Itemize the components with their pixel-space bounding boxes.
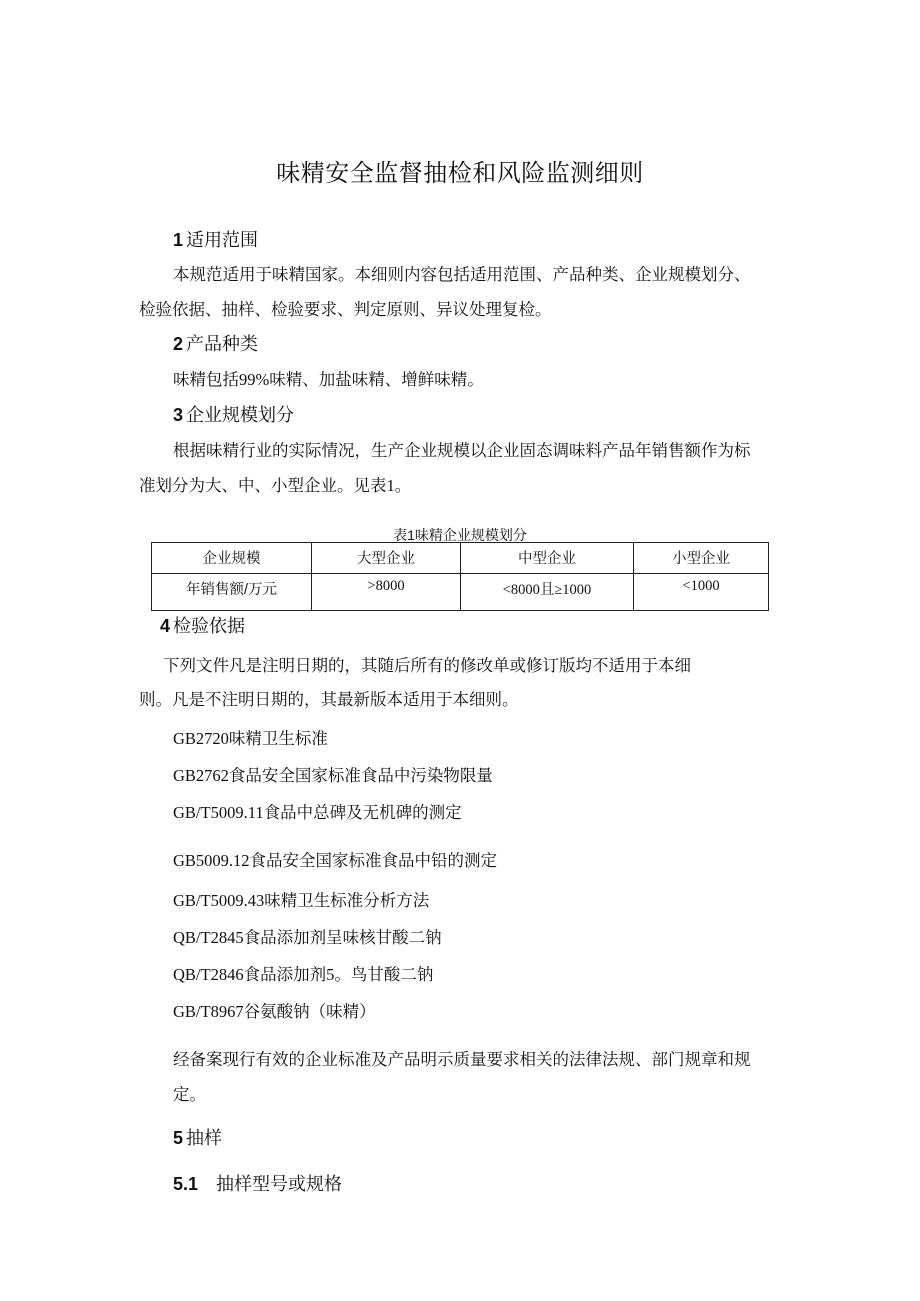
standard-item: GB2720味精卫生标准 xyxy=(173,729,328,748)
section-2-paragraph: 味精包括99%味精、加盐味精、增鲜味精。 xyxy=(173,370,484,389)
section-4-title: 检验依据 xyxy=(173,616,246,636)
section-5-number: 5 xyxy=(173,1128,184,1148)
enterprise-scale-table xyxy=(151,542,769,611)
section-2-heading xyxy=(173,330,258,356)
table-cell: <8000且≥1000 xyxy=(461,574,634,611)
table-header-cell: 大型企业 xyxy=(312,543,461,574)
section-3-number: 3 xyxy=(173,405,184,425)
section-1-number: 1 xyxy=(173,230,184,250)
standard-item: QB/T2846食品添加剂5。鸟甘酸二钠 xyxy=(173,965,434,984)
standard-item: GB5009.12食品安全国家标准食品中铅的测定 xyxy=(173,851,498,870)
section-4-paragraph-line-2: 则。凡是不注明日期的，其最新版本适用于本细则。 xyxy=(139,690,519,709)
section-3-title: 企业规模划分 xyxy=(186,405,295,425)
section-5-heading xyxy=(173,1124,222,1150)
standard-item: GB2762食品安全国家标准食品中污染物限量 xyxy=(173,766,493,785)
section-5-1-number: 5.1 xyxy=(173,1174,199,1194)
section-4-paragraph-line-1: 下列文件凡是注明日期的，其随后所有的修改单或修订版均不适用于本细 xyxy=(163,656,691,675)
section-5-title: 抽样 xyxy=(186,1128,223,1148)
table-row xyxy=(152,574,769,611)
table-header-cell: 小型企业 xyxy=(634,543,769,574)
section-3-paragraph-line-2: 准划分为大、中、小型企业。见表1。 xyxy=(139,476,412,495)
table-header-cell: 中型企业 xyxy=(461,543,634,574)
section-5-1-heading xyxy=(173,1170,342,1196)
table-cell: <1000 xyxy=(634,574,769,611)
section-4-number: 4 xyxy=(160,616,171,636)
section-1-paragraph-line-1: 本规范适用于味精国家。本细则内容包括适用范围、产品种类、企业规模划分、 xyxy=(173,265,751,284)
standard-item: QB/T2845食品添加剂呈味核甘酸二钠 xyxy=(173,928,442,947)
table-cell: >8000 xyxy=(312,574,461,611)
section-5-1-title: 抽样型号或规格 xyxy=(216,1174,343,1194)
page-title: 味精安全监督抽检和风险监测细则 xyxy=(276,161,644,187)
section-1-title: 适用范围 xyxy=(186,230,259,250)
standard-item: GB/T5009.43味精卫生标准分析方法 xyxy=(173,891,430,910)
section-3-paragraph-line-1: 根据味精行业的实际情况，生产企业规模以企业固态调味料产品年销售额作为标 xyxy=(173,441,751,460)
section-4-closing-line-2: 定。 xyxy=(173,1085,206,1104)
section-2-number: 2 xyxy=(173,334,184,354)
table-header-row xyxy=(152,543,769,574)
section-1-paragraph-line-2: 检验依据、抽样、检验要求、判定原则、异议处理复检。 xyxy=(139,300,552,319)
table-caption: 表1味精企业规模划分 xyxy=(393,527,527,543)
section-4-heading xyxy=(160,612,245,638)
section-2-title: 产品种类 xyxy=(186,334,259,354)
section-3-heading xyxy=(173,401,294,427)
standard-item: GB/T8967谷氨酸钠（味精） xyxy=(173,1002,376,1021)
standard-item: GB/T5009.11食品中总碑及无机碑的测定 xyxy=(173,803,462,822)
section-4-closing-line-1: 经备案现行有效的企业标准及产品明示质量要求相关的法律法规、部门规章和规 xyxy=(173,1050,751,1069)
table-cell: 年销售额/万元 xyxy=(152,574,312,611)
table-header-cell: 企业规模 xyxy=(152,543,312,574)
section-1-heading xyxy=(173,226,258,252)
